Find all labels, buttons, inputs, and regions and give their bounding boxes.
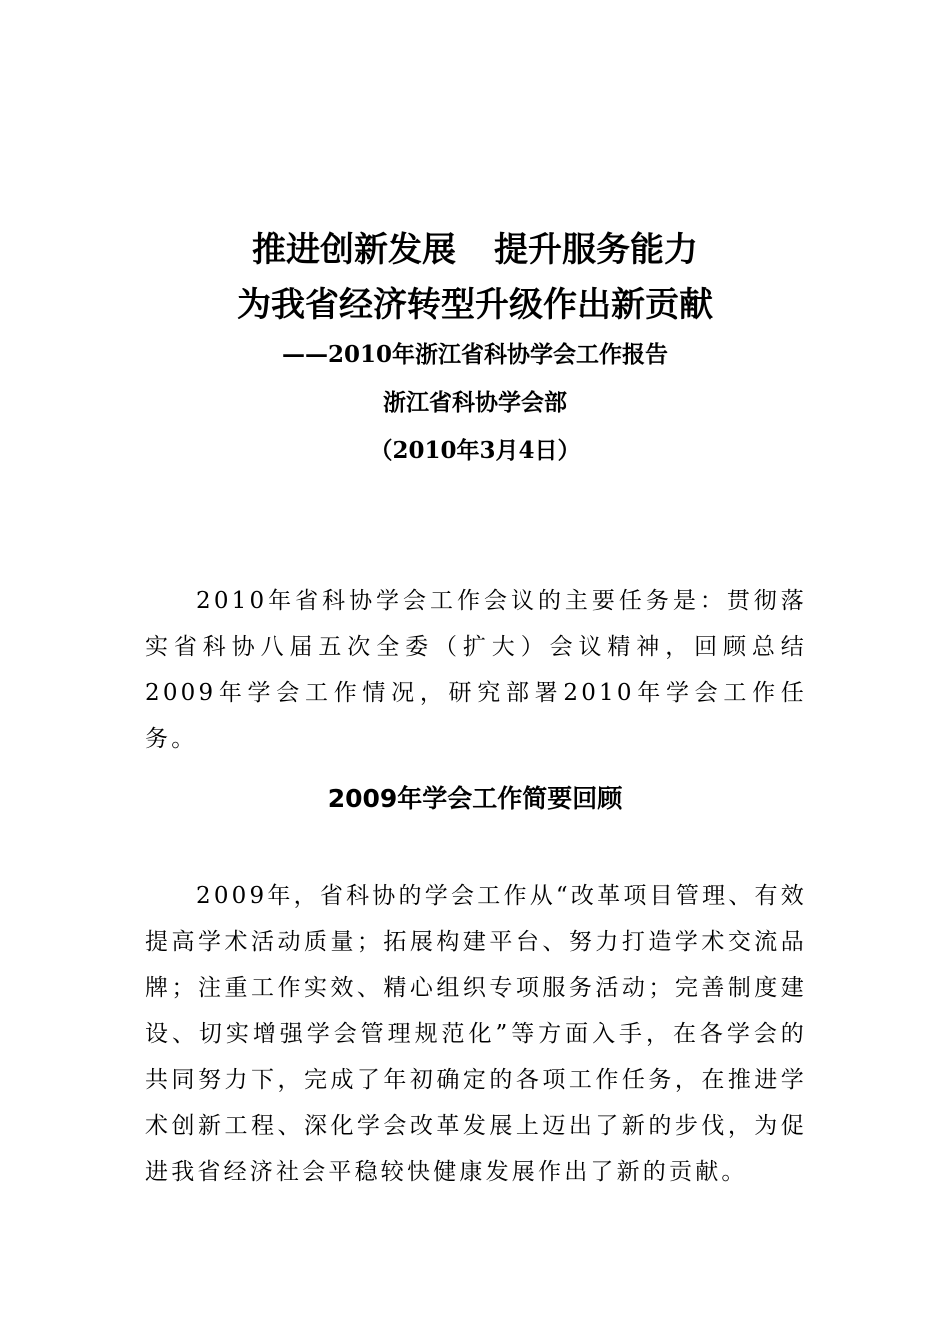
document-subtitle: ——2010年浙江省科协学会工作报告 (281, 341, 668, 368)
document-author: 浙江省科协学会部 (383, 389, 567, 416)
document-date: （2010年3月4日） (369, 437, 581, 464)
document-title-line-2: 为我省经济转型升级作出新贡献 (237, 285, 713, 325)
section-paragraph: 2009年，省科协的学会工作从“改革项目管理、有效提高学术活动质量；拓展构建平台、努力打造学术交流品牌；注重工作实效、精心组织专项服务活动；完善制度建设、切实增强学会管理规范化”等方面入手，在各学会的共同努力下，完成了年初确定的各项工作任务，在推进学术创新工程、深化学会改革发展上迈出了新的步伐，为促进我省经济社会平稳较快健康发展作出了新的贡献。 (145, 883, 807, 1185)
intro-paragraph: 2010年省科协学会工作会议的主要任务是：贯彻落实省科协八届五次全委（扩大）会议精神，回顾总结2009年学会工作情况，研究部署2010年学会工作任务。 (145, 588, 807, 752)
title-part-innovation: 推进创新发展 (252, 230, 456, 270)
section-heading: 2009年学会工作简要回顾 (327, 784, 623, 813)
title-part-service: 提升服务能力 (494, 230, 698, 270)
document-title-line-1 (0, 228, 950, 272)
